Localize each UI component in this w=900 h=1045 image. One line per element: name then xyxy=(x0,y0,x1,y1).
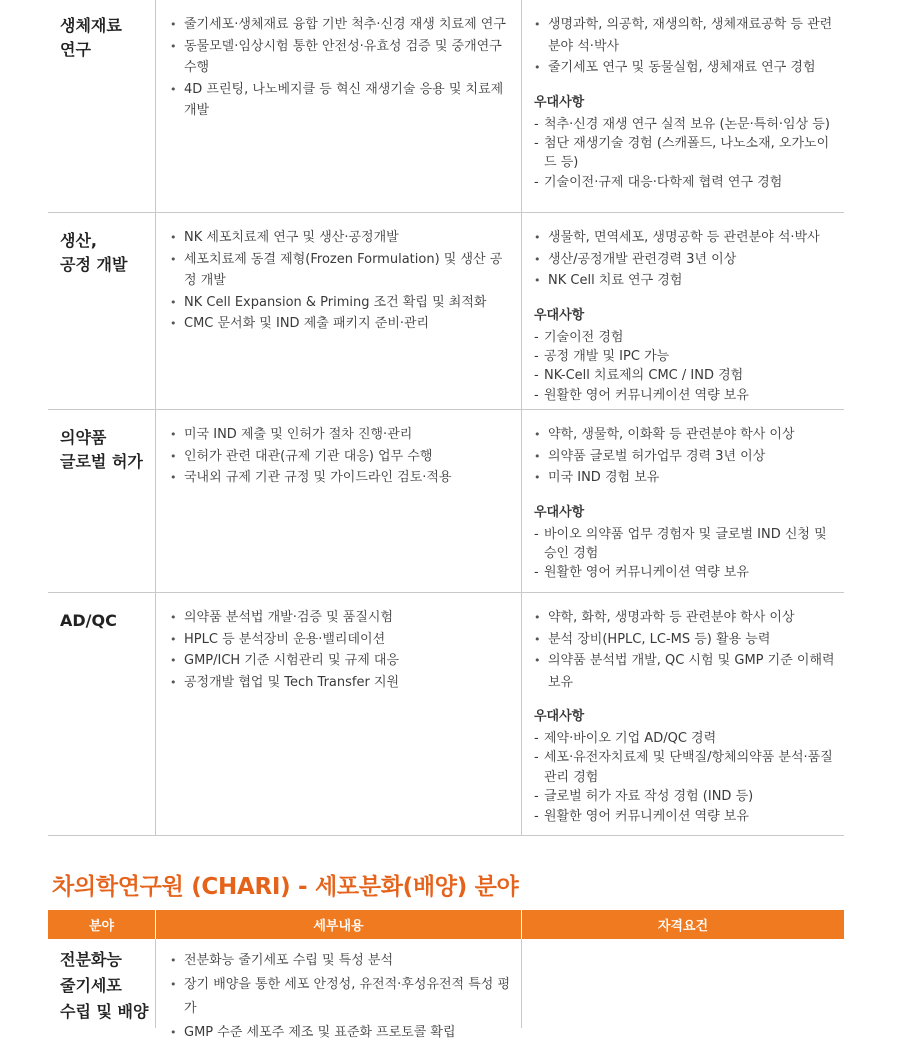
field-cell xyxy=(48,410,155,592)
table-header xyxy=(48,910,844,939)
field-label-line: 글로벌 허가 xyxy=(60,452,143,471)
table-row xyxy=(48,593,844,836)
preferred-item: - 첨단 재생기술 경험 (스캐폴드, 나노소재, 오가노이드 등) xyxy=(534,134,836,173)
preferred-title: 우대사항 xyxy=(534,307,585,323)
requirement-item: • 분석 장비(HPLC, LC-MS 등) 활용 능력 xyxy=(534,629,836,651)
field-label-line: 의약품 xyxy=(60,428,107,447)
detail-item: • 동물모델·임상시험 통한 안전성·유효성 검증 및 중개연구 수행 xyxy=(170,36,513,79)
detail-item: • 공정개발 협업 및 Tech Transfer 지원 xyxy=(170,672,513,694)
requirement-item: • 미국 IND 경험 보유 xyxy=(534,467,836,489)
requirement-item: • 생산/공정개발 관련경력 3년 이상 xyxy=(534,249,836,271)
requirement-cell xyxy=(521,939,844,1028)
preferred-item: - 제약·바이오 기업 AD/QC 경력 xyxy=(534,729,836,748)
preferred-item: - NK-Cell 치료제의 CMC / IND 경험 xyxy=(534,366,836,385)
requirement-cell xyxy=(521,0,844,212)
detail-item: • GMP/ICH 기준 시험관리 및 규제 대응 xyxy=(170,650,513,672)
requirement-item: • 의약품 분석법 개발, QC 시험 및 GMP 기준 이해력 보유 xyxy=(534,650,836,693)
field-cell xyxy=(48,593,155,835)
requirement-item: • 생물학, 면역세포, 생명공학 등 관련분야 석·박사 xyxy=(534,227,836,249)
requirement-item: • NK Cell 치료 연구 경험 xyxy=(534,270,836,292)
section-title: 차의학연구원 (CHARI) - 세포분화(배양) 분야 xyxy=(52,874,519,900)
header-detail: 세부내용 xyxy=(155,910,521,939)
field-cell xyxy=(48,0,155,212)
detail-cell xyxy=(155,0,521,212)
requirement-item: • 줄기세포 연구 및 동물실험, 생체재료 연구 경험 xyxy=(534,57,836,79)
preferred-item: - 세포·유전자치료제 및 단백질/항체의약품 분석·품질 관리 경험 xyxy=(534,748,836,787)
requirement-cell xyxy=(521,593,844,835)
detail-item: • CMC 문서화 및 IND 제출 패키지 준비·관리 xyxy=(170,313,513,335)
field-label-line: 연구 xyxy=(60,40,91,59)
preferred-item: - 공정 개발 및 IPC 가능 xyxy=(534,347,836,366)
requirement-cell xyxy=(521,213,844,409)
preferred-item: - 원활한 영어 커뮤니케이션 역량 보유 xyxy=(534,807,836,826)
header-requirement: 자격요건 xyxy=(521,910,844,939)
requirement-item: • 의약품 글로벌 허가업무 경력 3년 이상 xyxy=(534,446,836,468)
detail-item: • NK 세포치료제 연구 및 생산·공정개발 xyxy=(170,227,513,249)
preferred-item: - 원활한 영어 커뮤니케이션 역량 보유 xyxy=(534,386,836,405)
field-label-line: 생체재료 xyxy=(60,16,122,35)
detail-item: • 줄기세포·생체재료 융합 기반 척추·신경 재생 치료제 연구 xyxy=(170,14,513,36)
detail-item: • 미국 IND 제출 및 인허가 절차 진행·관리 xyxy=(170,424,513,446)
field-label-line: AD/QC xyxy=(60,611,117,630)
detail-cell xyxy=(155,593,521,835)
detail-cell xyxy=(155,939,521,1040)
preferred-title: 우대사항 xyxy=(534,94,585,110)
field-cell xyxy=(48,939,155,1028)
detail-item: • 세포치료제 동결 제형(Frozen Formulation) 및 생산 공정 개발 xyxy=(170,249,513,292)
table-row xyxy=(48,410,844,593)
header-field: 분야 xyxy=(88,919,115,934)
preferred-item: - 기술이전·규제 대응·다학제 협력 연구 경험 xyxy=(534,173,836,192)
table-row xyxy=(48,0,844,213)
field-label-line: 생산, xyxy=(60,231,97,250)
field-cell xyxy=(48,213,155,409)
recruitment-table xyxy=(48,0,844,836)
preferred-item: - 기술이전 경험 xyxy=(534,328,836,347)
field-label-line: 공정 개발 xyxy=(60,255,128,274)
table-row xyxy=(48,213,844,410)
field-label-line: 수립 및 배양 xyxy=(60,1002,149,1021)
preferred-item: - 글로벌 허가 자료 작성 경험 (IND 등) xyxy=(534,787,836,806)
detail-item: • 전분화능 줄기세포 수립 및 특성 분석 xyxy=(170,949,513,973)
detail-item: • 의약품 분석법 개발·검증 및 품질시험 xyxy=(170,607,513,629)
preferred-item: - 척추·신경 재생 연구 실적 보유 (논문·특허·임상 등) xyxy=(534,115,836,134)
requirement-item: • 약학, 생물학, 이화확 등 관련분야 학사 이상 xyxy=(534,424,836,446)
table-row xyxy=(48,939,844,1040)
field-label-line: 전분화능 xyxy=(60,950,122,969)
preferred-item: - 원활한 영어 커뮤니케이션 역량 보유 xyxy=(534,563,836,582)
requirement-item: • 약학, 화학, 생명과학 등 관련분야 학사 이상 xyxy=(534,607,836,629)
detail-cell xyxy=(155,213,521,409)
preferred-title: 우대사항 xyxy=(534,709,585,724)
requirement-item: • 생명과학, 의공학, 재생의학, 생체재료공학 등 관련분야 석·박사 xyxy=(534,14,836,57)
requirement-cell xyxy=(521,410,844,592)
detail-item: • NK Cell Expansion & Priming 조건 확립 및 최적화 xyxy=(170,292,513,314)
detail-item: • HPLC 등 분석장비 운용·밸리데이션 xyxy=(170,629,513,651)
detail-item: • 장기 배양을 통한 세포 안정성, 유전적·후성유전적 특성 평가 xyxy=(170,973,513,1021)
preferred-title: 우대사항 xyxy=(534,504,585,520)
detail-item: • 4D 프린팅, 나노베지클 등 혁신 재생기술 응용 및 치료제 개발 xyxy=(170,79,513,122)
detail-item: • GMP 수준 세포주 제조 및 표준화 프로토콜 확립 xyxy=(170,1021,513,1045)
detail-cell xyxy=(155,410,521,592)
field-label-line: 줄기세포 xyxy=(60,976,122,995)
detail-item: • 인허가 관련 대관(규제 기관 대응) 업무 수행 xyxy=(170,446,513,468)
detail-item: • 국내외 규제 기관 규정 및 가이드라인 검토·적용 xyxy=(170,467,513,489)
preferred-item: - 바이오 의약품 업무 경험자 및 글로벌 IND 신청 및 승인 경험 xyxy=(534,525,836,564)
